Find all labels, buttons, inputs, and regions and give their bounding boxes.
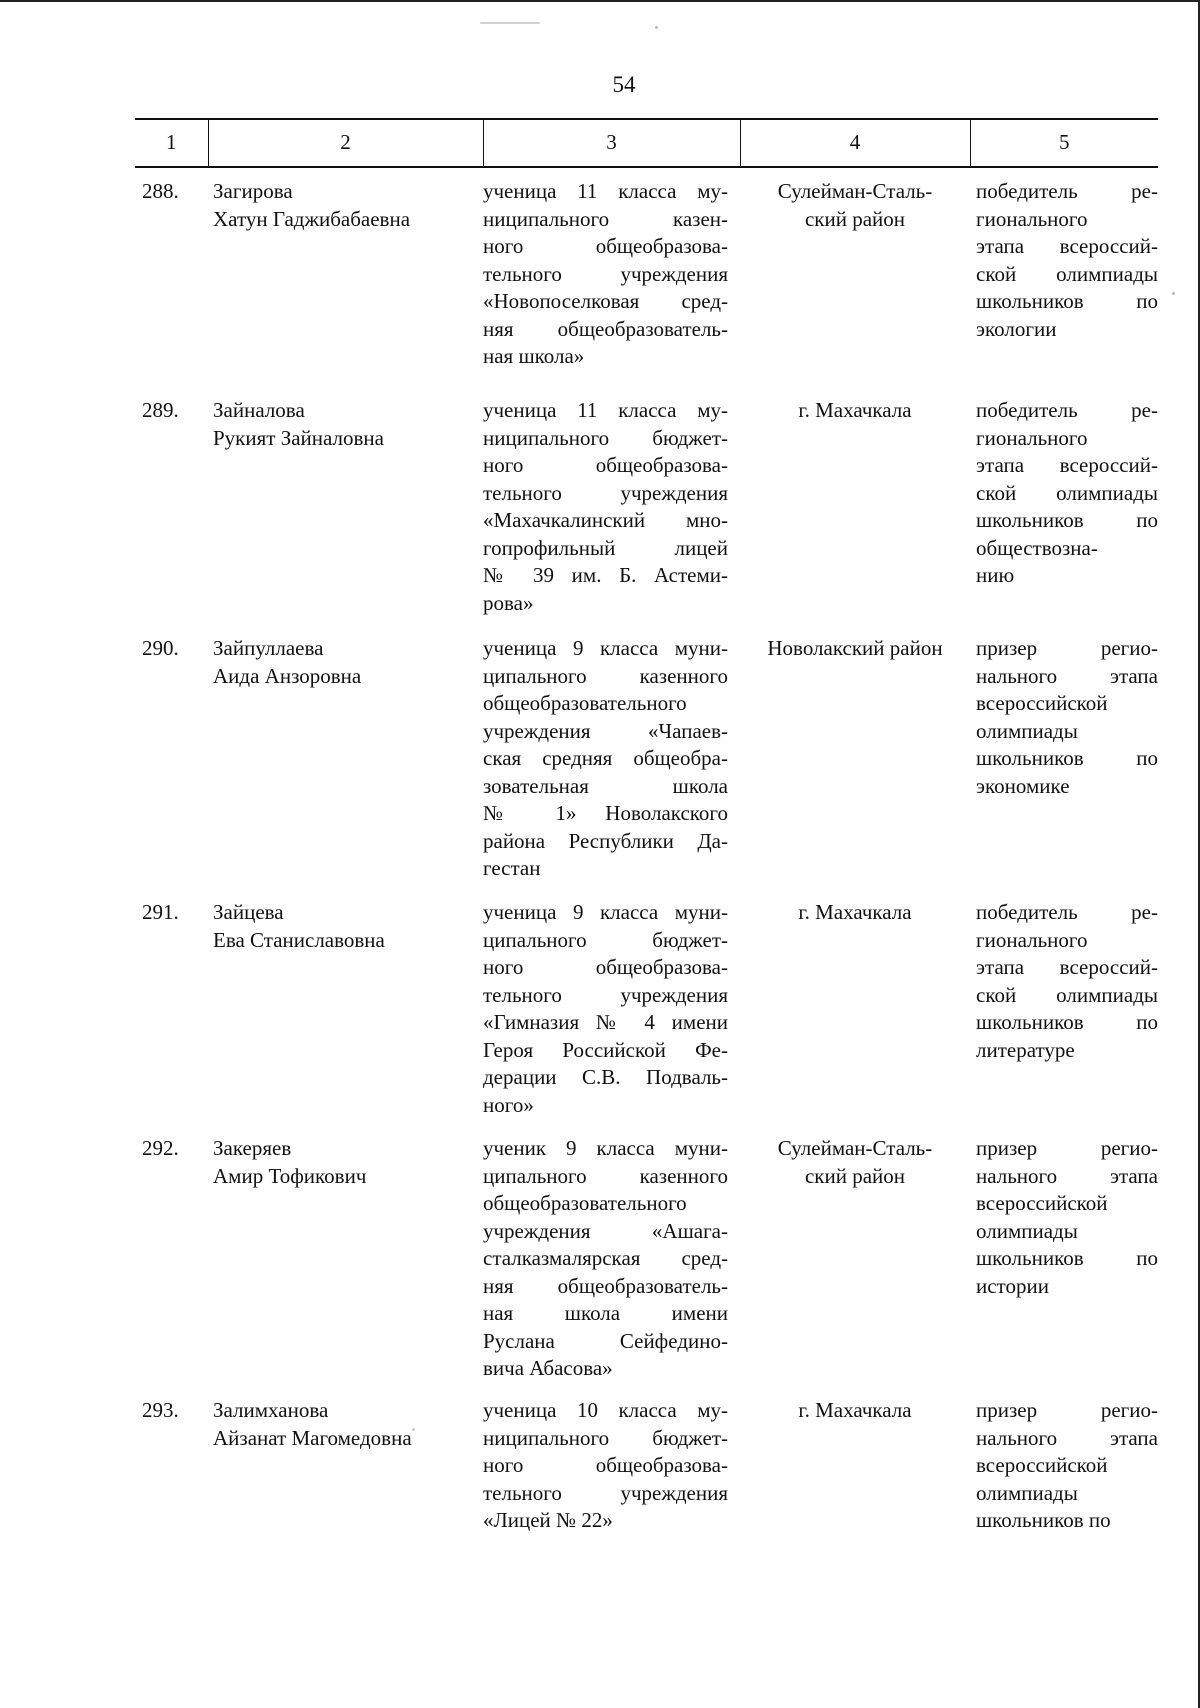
achievement-line: всероссийской — [976, 1453, 1108, 1477]
achievement-line: школьников по — [976, 289, 1158, 313]
students-table — [135, 118, 1158, 1535]
school-line: ципального казенного — [483, 1163, 728, 1188]
achievement-line: гионального — [976, 927, 1088, 952]
student-name — [208, 167, 483, 387]
region — [740, 387, 970, 625]
achievement-line: победитель ре- — [976, 398, 1158, 422]
table-row — [135, 387, 1158, 625]
school-description — [483, 387, 740, 625]
table-header — [135, 119, 1158, 167]
school-line: сталказмалярская сред- — [483, 1246, 728, 1270]
student-name — [208, 1125, 483, 1387]
school-line: гопрофильный лицей — [483, 535, 728, 560]
school-line: ципального казенного — [483, 663, 728, 688]
achievement-line: нию — [976, 563, 1015, 587]
achievement — [970, 889, 1158, 1125]
achievement-line: нального этапа — [976, 1163, 1158, 1188]
achievement-line: ской олимпиады — [976, 261, 1158, 286]
row-number-text: 288. — [142, 179, 179, 203]
page-number: 54 — [612, 72, 636, 97]
row-number-text: 293. — [142, 1398, 179, 1422]
school-line: ниципального бюджет- — [483, 1425, 728, 1450]
table-row — [135, 167, 1158, 387]
school-line: няя общеобразователь- — [483, 1273, 728, 1298]
header-col-2: 2 — [208, 119, 483, 167]
school-description — [483, 889, 740, 1125]
achievement-line: школьников по — [976, 1246, 1158, 1270]
achievement — [970, 167, 1158, 387]
school-line: общеобразовательного — [483, 1191, 687, 1215]
school-line: тельного учреждения — [483, 261, 728, 286]
achievement-line: школьников по — [976, 1508, 1111, 1532]
school-line: тельного учреждения — [483, 982, 728, 1007]
row-number — [135, 167, 208, 387]
school-line: ного» — [483, 1092, 534, 1117]
achievement-line: призер регио- — [976, 636, 1158, 660]
school-line: ниципального казен- — [483, 206, 728, 231]
school-line: ципального бюджет- — [483, 927, 728, 952]
student-surname: Загирова — [213, 179, 293, 203]
header-col-1: 1 — [135, 119, 208, 167]
student-surname: Зайпуллаева — [213, 636, 324, 660]
student-surname: Закеряев — [213, 1136, 292, 1160]
school-line: ученица 9 класса муни- — [483, 636, 728, 660]
student-given-name: Рукият Зайналовна — [213, 425, 384, 450]
scan-speck — [1172, 292, 1175, 295]
region — [740, 167, 970, 387]
student-given-name: Ева Станиславовна — [213, 927, 385, 952]
achievement-line: нального этапа — [976, 663, 1158, 688]
row-number — [135, 1125, 208, 1387]
achievement-line: ской олимпиады — [976, 982, 1158, 1007]
school-line: «Новопоселковая сред- — [483, 289, 728, 313]
row-number — [135, 625, 208, 889]
region-line: г. Махачкала — [798, 398, 912, 422]
achievement-line: гионального — [976, 206, 1088, 231]
table-row — [135, 1387, 1158, 1535]
school-line: ученица 9 класса муни- — [483, 900, 728, 924]
school-line: Героя Российской Фе- — [483, 1037, 728, 1062]
region — [740, 889, 970, 1125]
achievement-line: всероссийской — [976, 1191, 1108, 1215]
school-line: гестан — [483, 856, 541, 880]
achievement-line: гионального — [976, 425, 1088, 450]
school-line: ская средняя общеобра- — [483, 746, 728, 770]
achievement-line: истории — [976, 1273, 1049, 1298]
school-line: дерации С.В. Подваль- — [483, 1065, 728, 1089]
school-description — [483, 1125, 740, 1387]
school-line: ного общеобразова- — [483, 1453, 728, 1477]
school-description — [483, 167, 740, 387]
student-name — [208, 889, 483, 1125]
achievement — [970, 1125, 1158, 1387]
region — [740, 1387, 970, 1535]
school-line: вича Абасова» — [483, 1356, 613, 1380]
achievement-line: победитель ре- — [976, 179, 1158, 203]
school-line: зовательная школа — [483, 773, 728, 798]
school-description — [483, 1387, 740, 1535]
student-given-name: Аида Анзоровна — [213, 663, 362, 688]
school-line: № 1» Новолакского — [483, 801, 728, 825]
page-frame-top — [0, 0, 1200, 2]
student-given-name: Хатун Гаджибабаевна — [213, 206, 411, 231]
achievement — [970, 625, 1158, 889]
row-number-text: 290. — [142, 636, 179, 660]
school-line: ученица 10 класса му- — [483, 1398, 728, 1422]
achievement-line: школьников по — [976, 746, 1158, 770]
student-surname: Зайцева — [213, 900, 284, 924]
school-line: общеобразовательного — [483, 691, 687, 715]
school-line: ная школа» — [483, 344, 585, 368]
student-name — [208, 625, 483, 889]
region-line: ский район — [804, 1163, 906, 1188]
region-line: Сулейман-Сталь- — [777, 179, 933, 203]
school-line: района Республики Да- — [483, 828, 728, 853]
row-number — [135, 889, 208, 1125]
achievement-line: нального этапа — [976, 1425, 1158, 1450]
student-surname: Залимханова — [213, 1398, 329, 1422]
school-line: ного общеобразова- — [483, 955, 728, 979]
achievement — [970, 1387, 1158, 1535]
achievement-line: экологии — [976, 316, 1057, 341]
student-given-name: Амир Тофикович — [213, 1163, 367, 1188]
achievement-line: олимпиады — [976, 1480, 1078, 1505]
table-body — [135, 167, 1158, 1535]
achievement-line: всероссийской — [976, 691, 1108, 715]
school-line: «Махачкалинский мно- — [483, 508, 728, 532]
achievement-line: олимпиады — [976, 718, 1078, 743]
region — [740, 625, 970, 889]
scan-speck — [655, 26, 658, 29]
achievement-line: школьников по — [976, 508, 1158, 532]
header-col-3: 3 — [483, 119, 740, 167]
student-surname: Зайналова — [213, 398, 305, 422]
school-line: ученик 9 класса муни- — [483, 1136, 728, 1160]
achievement-line: школьников по — [976, 1010, 1158, 1034]
achievement — [970, 387, 1158, 625]
row-number-text: 292. — [142, 1136, 179, 1160]
row-number — [135, 387, 208, 625]
table-row — [135, 1125, 1158, 1387]
region-line: Новолакский район — [767, 636, 943, 660]
school-line: ученица 11 класса му- — [483, 398, 728, 422]
student-name — [208, 1387, 483, 1535]
table-row — [135, 625, 1158, 889]
achievement-line: победитель ре- — [976, 900, 1158, 924]
school-line: рова» — [483, 590, 534, 615]
school-description — [483, 625, 740, 889]
header-col-4: 4 — [740, 119, 970, 167]
header-col-5: 5 — [970, 119, 1158, 167]
region — [740, 1125, 970, 1387]
school-line: ниципального бюджет- — [483, 425, 728, 450]
row-number-text: 291. — [142, 900, 179, 924]
achievement-line: ской олимпиады — [976, 480, 1158, 505]
school-line: учреждения «Ашага- — [483, 1218, 728, 1243]
achievement-line: призер регио- — [976, 1136, 1158, 1160]
school-line: ученица 11 класса му- — [483, 179, 728, 203]
achievement-line: этапа всероссий- — [976, 955, 1158, 979]
school-line: тельного учреждения — [483, 1480, 728, 1505]
region-line: ский район — [804, 206, 906, 231]
row-number — [135, 1387, 208, 1535]
region-line: г. Махачкала — [798, 900, 912, 924]
achievement-line: олимпиады — [976, 1218, 1078, 1243]
school-line: «Лицей № 22» — [483, 1508, 613, 1532]
school-line: ная школа имени — [483, 1301, 728, 1325]
table-row — [135, 889, 1158, 1125]
school-line: ного общеобразова- — [483, 234, 728, 258]
achievement-line: литературе — [976, 1037, 1075, 1062]
scan-speck — [480, 22, 540, 24]
achievement-line: этапа всероссий- — [976, 453, 1158, 477]
school-line: няя общеобразователь- — [483, 316, 728, 341]
region-line: Сулейман-Сталь- — [777, 1136, 933, 1160]
school-line: «Гимназия № 4 имени — [483, 1010, 728, 1034]
school-line: Руслана Сейфедино- — [483, 1328, 728, 1353]
achievement-line: призер регио- — [976, 1398, 1158, 1422]
achievement-line: экономике — [976, 773, 1070, 798]
school-line: учреждения «Чапаев- — [483, 718, 728, 743]
school-line: № 39 им. Б. Астеми- — [483, 563, 728, 587]
region-line: г. Махачкала — [798, 1398, 912, 1422]
achievement-line: этапа всероссий- — [976, 234, 1158, 258]
school-line: ного общеобразова- — [483, 453, 728, 477]
row-number-text: 289. — [142, 398, 179, 422]
school-line: тельного учреждения — [483, 480, 728, 505]
student-name — [208, 387, 483, 625]
student-given-name: Айзанат Магомедовна — [213, 1425, 412, 1450]
achievement-line: обществозна- — [976, 535, 1098, 560]
